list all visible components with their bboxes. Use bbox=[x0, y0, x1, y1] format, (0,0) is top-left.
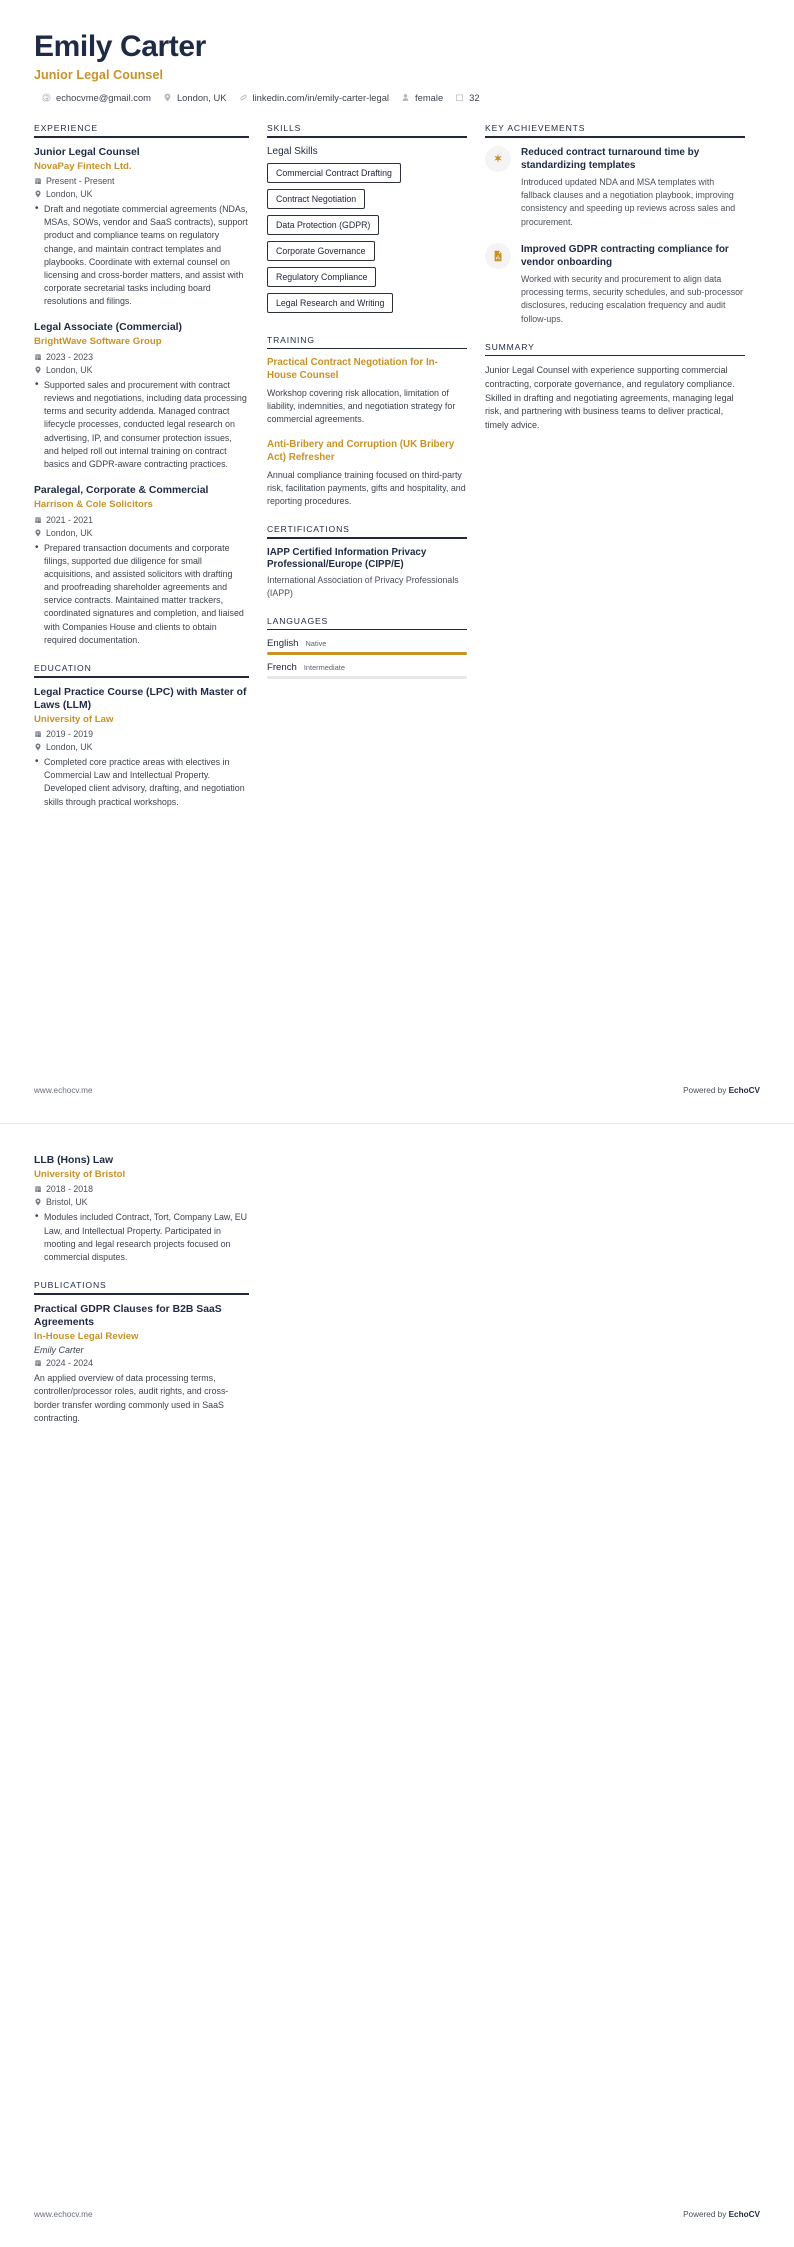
location-pin-icon bbox=[34, 743, 42, 751]
entry-bullet: • Draft and negotiate commercial agreements (NDAs, MSAs, SOWs, vendor and SaaS contracts), support product and compliance teams on regulatory change, and maintain contract templates and playbooks. Coordinate with external counsel on licensing and cross-border matters, and assist with corporate secretarial tasks including board resolutions and filings. bbox=[34, 203, 249, 308]
entry-location-text: London, UK bbox=[46, 742, 93, 753]
entry-dates bbox=[34, 515, 249, 525]
training-title: Anti-Bribery and Corruption (UK Bribery Act) Refresher bbox=[267, 439, 455, 463]
location-pin-icon bbox=[34, 190, 42, 198]
entry-bullets bbox=[34, 379, 249, 471]
section-title-publications: PUBLICATIONS bbox=[34, 1280, 107, 1291]
skill-chip[interactable]: Legal Research and Writing bbox=[267, 293, 393, 313]
section-title-certifications: CERTIFICATIONS bbox=[267, 524, 350, 535]
entry-dates-text: 2018 - 2018 bbox=[46, 1184, 93, 1195]
section-divider bbox=[267, 136, 467, 138]
section-title-training: TRAINING bbox=[267, 334, 315, 345]
footer-powered-prefix: Powered by bbox=[683, 1086, 729, 1095]
column-left bbox=[34, 123, 249, 825]
publication-entry bbox=[34, 1303, 249, 1425]
section-divider bbox=[267, 629, 467, 631]
section-title-education: EDUCATION bbox=[34, 662, 92, 673]
calendar-icon bbox=[455, 93, 464, 102]
entry-dates-text: Present - Present bbox=[46, 176, 115, 187]
calendar-icon bbox=[34, 353, 42, 361]
publication-title: Practical GDPR Clauses for B2B SaaS Agreements bbox=[34, 1303, 222, 1328]
resume-header bbox=[34, 30, 760, 103]
publication-dates bbox=[34, 1358, 249, 1368]
education-entry bbox=[34, 1154, 249, 1264]
section-experience bbox=[34, 123, 249, 647]
entry-dates bbox=[34, 352, 249, 362]
column-left-page2 bbox=[34, 1154, 249, 1441]
calendar-icon bbox=[34, 1359, 42, 1367]
language-row bbox=[267, 638, 467, 649]
language-item bbox=[267, 662, 467, 679]
publication-description: An applied overview of data processing terms, controller/processor roles, audit rights, and cross-border transfer wording commonly used in SaaS contracting. bbox=[34, 1373, 229, 1423]
column-right bbox=[485, 123, 745, 449]
achievement-body bbox=[521, 146, 745, 229]
education-entry bbox=[34, 686, 249, 809]
training-entry bbox=[267, 439, 467, 508]
achievement-item bbox=[485, 146, 745, 229]
experience-entry bbox=[34, 146, 249, 309]
language-name: French bbox=[267, 661, 297, 673]
entry-bullet: • Prepared transaction documents and corporate filings, supported due diligence for small acquisitions, and assisted solicitors with drafting and proofreading shareholder agreements and service contracts. Maintained matter trackers, coordinated signatures and completion, and liaised with Companies House and clients to obtain required documentation. bbox=[34, 542, 249, 647]
contact-gender-text: female bbox=[415, 92, 444, 103]
entry-location bbox=[34, 742, 249, 752]
footer-brand-name: EchoCV bbox=[728, 1086, 760, 1095]
section-summary bbox=[485, 342, 745, 433]
calendar-icon bbox=[34, 177, 42, 185]
publication-journal: In-House Legal Review bbox=[34, 1330, 139, 1342]
entry-organization: University of Law bbox=[34, 713, 114, 725]
resume-page-1 bbox=[0, 0, 794, 1123]
skill-chip[interactable]: Regulatory Compliance bbox=[267, 267, 376, 287]
skills-chip-list bbox=[267, 163, 467, 319]
entry-location bbox=[34, 1197, 249, 1207]
contact-email-text: echocvme@gmail.com bbox=[56, 92, 151, 103]
publication-dates-text: 2024 - 2024 bbox=[46, 1358, 93, 1369]
section-divider bbox=[267, 537, 467, 539]
page-footer bbox=[34, 1086, 760, 1095]
calendar-icon bbox=[34, 730, 42, 738]
entry-title: Legal Associate (Commercial) bbox=[34, 322, 183, 334]
contact-email[interactable] bbox=[42, 92, 151, 103]
entry-location-text: London, UK bbox=[46, 527, 93, 538]
language-level: Intermediate bbox=[303, 662, 345, 672]
page-footer bbox=[34, 2210, 760, 2219]
entry-organization: NovaPay Fintech Ltd. bbox=[34, 160, 132, 172]
contact-gender bbox=[401, 92, 443, 103]
section-divider bbox=[34, 136, 249, 138]
entry-location-text: Bristol, UK bbox=[46, 1197, 88, 1208]
section-divider bbox=[485, 136, 745, 138]
entry-bullet: • Modules included Contract, Tort, Company Law, EU Law, and Intellectual Property. Participated in mooting and legal research projects focused on commercial disputes. bbox=[34, 1211, 249, 1264]
entry-dates-text: 2023 - 2023 bbox=[46, 351, 93, 362]
certification-issuer: International Association of Privacy Professionals (IAPP) bbox=[267, 575, 459, 598]
language-item bbox=[267, 638, 467, 655]
achievement-description: Worked with security and procurement to align data processing terms, security schedules, and sub-processor disclosures, reducing escalation frequency and audit follow-ups. bbox=[521, 274, 743, 324]
resume-columns-page2 bbox=[34, 1154, 760, 1441]
page-title: Emily Carter bbox=[34, 30, 206, 63]
summary-text: Junior Legal Counsel with experience supporting commercial contracting, corporate governance, and regulatory compliance. Skilled in drafting and negotiating agreements, managing legal risk, and partnering with business teams to deliver practical, timely advice. bbox=[485, 365, 735, 431]
entry-organization: BrightWave Software Group bbox=[34, 336, 162, 348]
resume-columns bbox=[34, 123, 760, 825]
entry-title: LLB (Hons) Law bbox=[34, 1155, 114, 1166]
person-icon bbox=[401, 93, 410, 102]
experience-entry bbox=[34, 484, 249, 647]
entry-bullet: • Supported sales and procurement with contract reviews and negotiations, including data processing terms and security addenda. Managed contract lifecycle processes, conducted legal research on advertising, IP, and consumer protection issues, and helped roll out internal training on contract basics and GDPR-aware contracting practices. bbox=[34, 379, 249, 471]
certification-entry bbox=[267, 547, 467, 600]
achievement-title: Reduced contract turnaround time by standardizing templates bbox=[521, 146, 700, 171]
entry-location-text: London, UK bbox=[46, 364, 93, 375]
entry-bullets bbox=[34, 542, 249, 647]
entry-dates bbox=[34, 1184, 249, 1194]
language-name: English bbox=[267, 638, 299, 650]
job-title: Junior Legal Counsel bbox=[34, 68, 164, 82]
column-middle bbox=[267, 123, 467, 695]
section-title-key-achievements: KEY ACHIEVEMENTS bbox=[485, 123, 586, 133]
link-icon bbox=[239, 93, 248, 102]
document-chart-icon bbox=[485, 243, 511, 269]
achievement-title: Improved GDPR contracting compliance for vendor onboarding bbox=[521, 243, 729, 268]
location-pin-icon bbox=[34, 529, 42, 537]
publication-author: Emily Carter bbox=[34, 1345, 84, 1356]
section-divider bbox=[485, 355, 745, 357]
entry-location bbox=[34, 365, 249, 375]
location-pin-icon bbox=[34, 1198, 42, 1206]
entry-dates bbox=[34, 176, 249, 186]
section-education-continued bbox=[34, 1154, 249, 1264]
sparkle-icon bbox=[485, 146, 511, 172]
footer-powered-prefix: Powered by bbox=[683, 2210, 729, 2219]
entry-title: Paralegal, Corporate & Commercial bbox=[34, 485, 209, 497]
training-title: Practical Contract Negotiation for In-House Counsel bbox=[267, 357, 438, 381]
section-divider bbox=[34, 1293, 249, 1295]
calendar-icon bbox=[34, 1185, 42, 1193]
language-progress-bar bbox=[267, 676, 467, 679]
section-title-experience: EXPERIENCE bbox=[34, 123, 98, 133]
section-key-achievements bbox=[485, 123, 745, 326]
contact-location bbox=[163, 92, 227, 103]
entry-location bbox=[34, 189, 249, 199]
section-education bbox=[34, 663, 249, 809]
entry-bullets bbox=[34, 1211, 249, 1264]
skills-group-label: Legal Skills bbox=[267, 145, 318, 157]
entry-title: Junior Legal Counsel bbox=[34, 146, 140, 158]
certification-title: IAPP Certified Information Privacy Professional/Europe (CIPP/E) bbox=[267, 546, 427, 571]
section-training bbox=[267, 335, 467, 509]
skill-chip[interactable]: Commercial Contract Drafting bbox=[267, 163, 401, 183]
entry-title: Legal Practice Course (LPC) with Master of Laws (LLM) bbox=[34, 686, 247, 711]
skill-chip[interactable]: Data Protection (GDPR) bbox=[267, 215, 379, 235]
contact-age bbox=[455, 92, 479, 103]
contact-linkedin-text: linkedin.com/in/emily-carter-legal bbox=[252, 92, 390, 103]
entry-organization: University of Bristol bbox=[34, 1169, 126, 1180]
entry-dates-text: 2019 - 2019 bbox=[46, 729, 93, 740]
achievement-body bbox=[521, 243, 745, 326]
entry-bullet: • Completed core practice areas with electives in Commercial Law and Intellectual Property. Developed client advisory, drafting, and negotiation skills through practical workshops. bbox=[34, 756, 249, 809]
section-skills bbox=[267, 123, 467, 319]
entry-location-text: London, UK bbox=[46, 189, 93, 200]
achievement-description: Introduced updated NDA and MSA templates with fallback clauses and a negotiation playbook, improving consistency and speeding up reviews across sales and procurement. bbox=[521, 176, 736, 227]
section-divider bbox=[34, 676, 249, 678]
section-publications bbox=[34, 1280, 249, 1425]
footer-brand-name: EchoCV bbox=[728, 2210, 760, 2219]
entry-organization: Harrison & Cole Solicitors bbox=[34, 499, 153, 511]
resume-page-2 bbox=[0, 1124, 794, 2247]
footer-site[interactable]: www.echocv.me bbox=[34, 2210, 93, 2219]
section-title-summary: SUMMARY bbox=[485, 341, 535, 352]
footer-powered-by bbox=[683, 1086, 760, 1095]
contact-location-text: London, UK bbox=[176, 92, 227, 103]
skill-chip[interactable]: Contract Negotiation bbox=[267, 189, 365, 209]
training-entry bbox=[267, 357, 467, 426]
section-certifications bbox=[267, 524, 467, 600]
footer-powered-by bbox=[683, 2210, 760, 2219]
training-description: Annual compliance training focused on third-party risk, facilitation payments, gifts and hospitality, and reporting procedures. bbox=[267, 469, 466, 506]
entry-bullets bbox=[34, 756, 249, 809]
entry-dates-text: 2021 - 2021 bbox=[46, 514, 93, 525]
contact-age-text: 32 bbox=[469, 92, 480, 103]
location-pin-icon bbox=[163, 93, 172, 102]
training-description: Workshop covering risk allocation, limitation of liability, indemnities, and negotiation strategy for commercial agreements. bbox=[267, 387, 456, 424]
contact-list bbox=[34, 92, 760, 103]
language-level: Native bbox=[305, 639, 327, 649]
language-progress-bar bbox=[267, 652, 467, 655]
section-languages bbox=[267, 616, 467, 679]
calendar-icon bbox=[34, 516, 42, 524]
section-divider bbox=[267, 348, 467, 350]
achievement-item bbox=[485, 243, 745, 326]
section-title-languages: LANGUAGES bbox=[267, 615, 329, 626]
entry-dates bbox=[34, 729, 249, 739]
entry-location bbox=[34, 528, 249, 538]
footer-site[interactable]: www.echocv.me bbox=[34, 1086, 93, 1095]
contact-linkedin[interactable] bbox=[239, 92, 390, 103]
section-title-skills: SKILLS bbox=[267, 123, 302, 133]
experience-entry bbox=[34, 321, 249, 471]
skill-chip[interactable]: Corporate Governance bbox=[267, 241, 375, 261]
location-pin-icon bbox=[34, 366, 42, 374]
language-row bbox=[267, 662, 467, 673]
entry-bullets bbox=[34, 203, 249, 308]
email-icon bbox=[42, 93, 51, 102]
